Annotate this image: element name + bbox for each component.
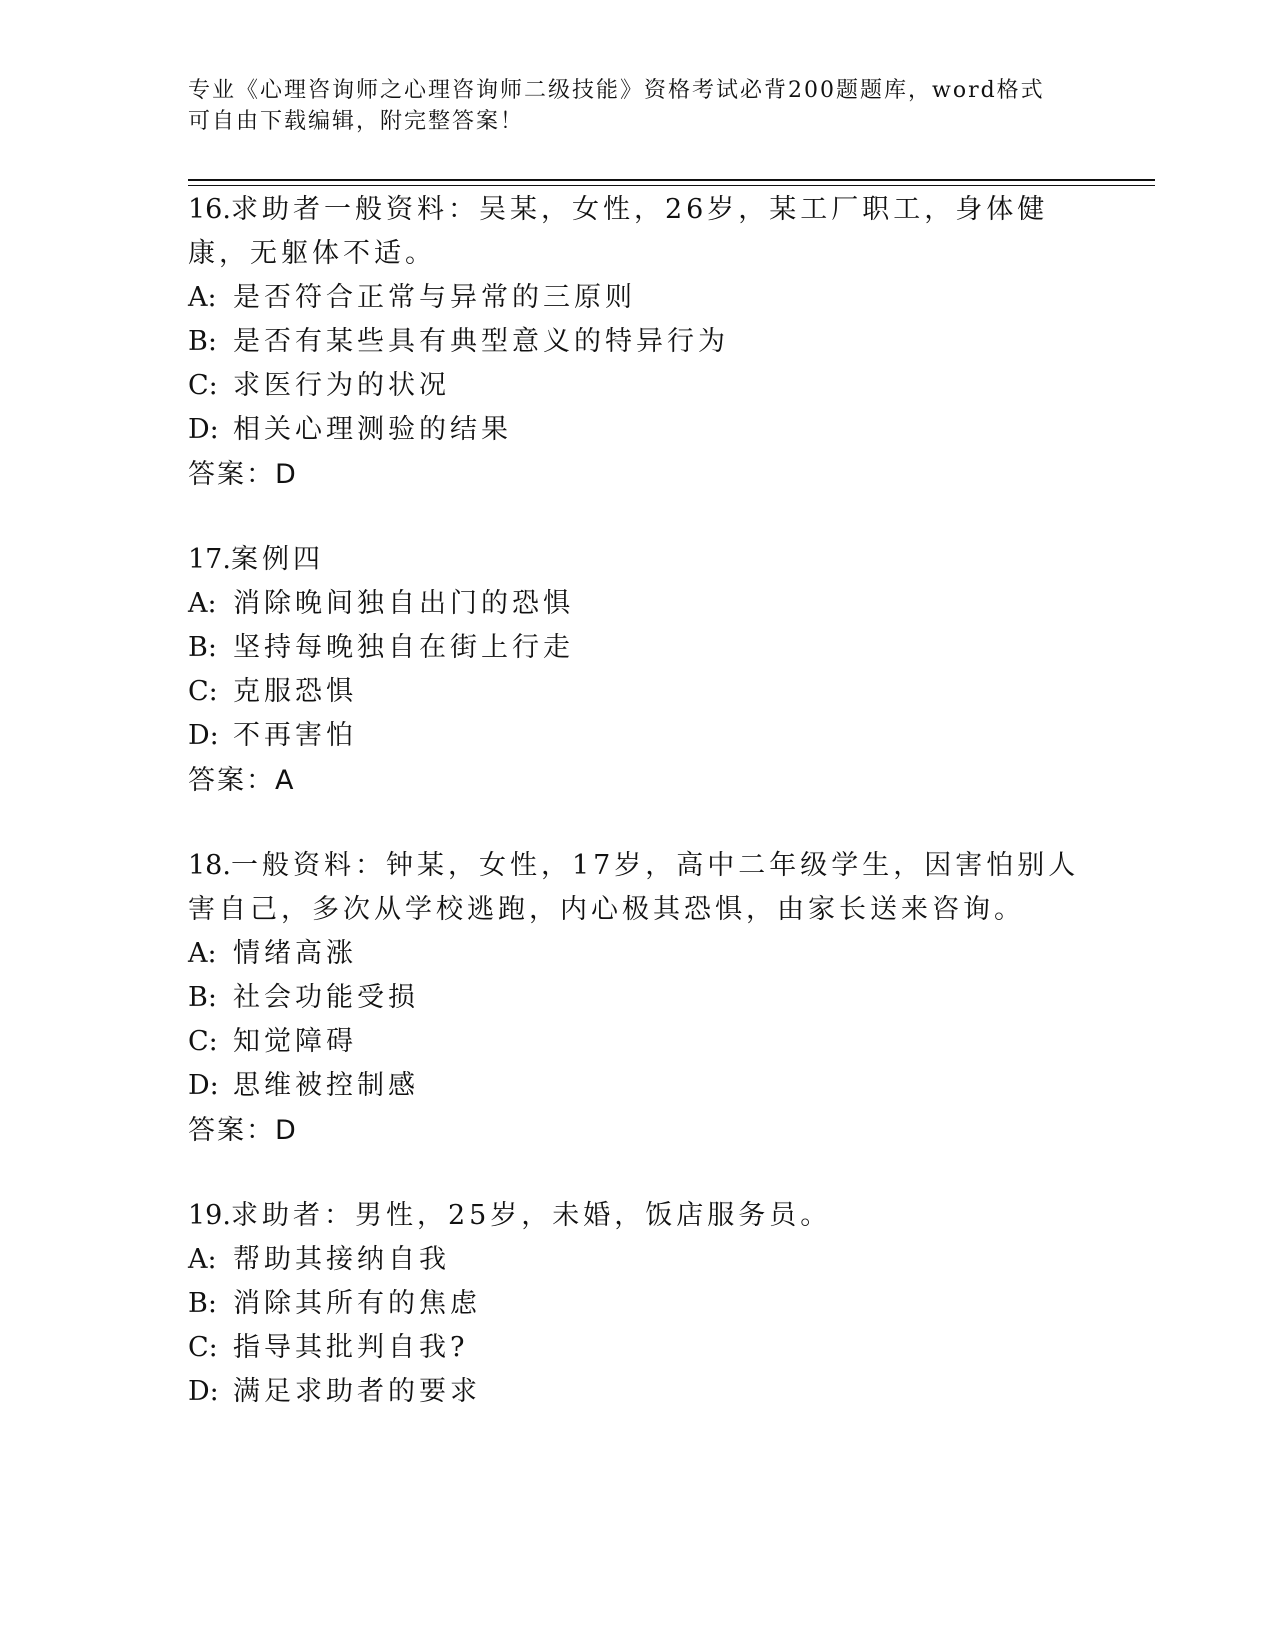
option-key: D:	[188, 720, 219, 751]
option-key: B:	[188, 982, 217, 1013]
option-key: D:	[188, 1376, 219, 1407]
option-a	[188, 582, 1088, 626]
option-c	[188, 1326, 1088, 1370]
answer: 答案：D	[188, 459, 298, 490]
option-key: B:	[188, 1288, 217, 1319]
question-stem	[188, 538, 1088, 582]
option-b	[188, 976, 1088, 1020]
option-key: C:	[188, 676, 218, 707]
option-d	[188, 714, 1088, 758]
option-key: A:	[188, 282, 217, 313]
question-number: 17.	[188, 544, 231, 575]
option-key: D:	[188, 1070, 219, 1101]
answer: 答案：D	[188, 1115, 298, 1146]
question-stem	[188, 1194, 1088, 1238]
question-number: 19.	[188, 1200, 231, 1231]
option-key: B:	[188, 632, 217, 663]
option-key: B:	[188, 326, 217, 357]
option-d	[188, 1370, 1088, 1414]
question-text: 求助者一般资料：吴某，女性，26岁，某工厂职工，身体健康，无躯体不适。	[188, 194, 1049, 269]
question-number: 16.	[188, 194, 231, 225]
option-text: 是否有某些具有典型意义的特异行为	[233, 326, 729, 357]
option-text: 思维被控制感	[233, 1070, 419, 1101]
header-divider-thick	[188, 179, 1155, 181]
option-key: C:	[188, 1332, 218, 1363]
option-key: A:	[188, 1244, 217, 1275]
question-18	[188, 844, 1088, 1154]
option-text: 不再害怕	[233, 720, 357, 751]
option-a	[188, 276, 1088, 320]
option-b	[188, 320, 1088, 364]
option-d	[188, 408, 1088, 452]
question-text: 求助者：男性，25岁，未婚，饭店服务员。	[230, 1200, 832, 1231]
option-key: C:	[188, 1026, 218, 1057]
option-text: 知觉障碍	[233, 1026, 357, 1057]
question-16	[188, 188, 1088, 498]
header-line-2: 可自由下载编辑，附完整答案！	[188, 109, 525, 134]
option-c	[188, 364, 1088, 408]
answer: 答案：A	[188, 765, 296, 796]
option-text: 情绪高涨	[233, 938, 357, 969]
question-stem	[188, 844, 1088, 932]
option-d	[188, 1064, 1088, 1108]
option-b	[188, 1282, 1088, 1326]
question-text: 案例四	[230, 544, 324, 575]
question-17	[188, 538, 1088, 804]
question-list	[188, 188, 1088, 1454]
option-key: A:	[188, 588, 217, 619]
question-text: 一般资料：钟某，女性，17岁，高中二年级学生，因害怕别人害自己，多次从学校逃跑，内心极其恐惧，由家长送来咨询。	[188, 850, 1080, 925]
option-c	[188, 670, 1088, 714]
option-a	[188, 1238, 1088, 1282]
option-text: 消除其所有的焦虑	[233, 1288, 481, 1319]
option-c	[188, 1020, 1088, 1064]
header-divider-thin	[188, 185, 1155, 186]
option-text: 克服恐惧	[233, 676, 357, 707]
option-key: C:	[188, 370, 218, 401]
option-key: D:	[188, 414, 219, 445]
option-b	[188, 626, 1088, 670]
option-text: 帮助其接纳自我	[233, 1244, 450, 1275]
option-text: 指导其批判自我?	[233, 1332, 469, 1363]
header-line-1: 专业《心理咨询师之心理咨询师二级技能》资格考试必背200题题库，word格式	[188, 78, 1045, 103]
option-key: A:	[188, 938, 217, 969]
option-text: 坚持每晚独自在街上行走	[233, 632, 574, 663]
question-number: 18.	[188, 850, 231, 881]
question-stem	[188, 188, 1088, 276]
document-header	[188, 75, 1068, 137]
option-text: 满足求助者的要求	[233, 1376, 481, 1407]
option-text: 求医行为的状况	[233, 370, 450, 401]
option-text: 社会功能受损	[233, 982, 419, 1013]
option-a	[188, 932, 1088, 976]
option-text: 是否符合正常与异常的三原则	[233, 282, 636, 313]
question-19	[188, 1194, 1088, 1414]
option-text: 相关心理测验的结果	[233, 414, 512, 445]
option-text: 消除晚间独自出门的恐惧	[233, 588, 574, 619]
